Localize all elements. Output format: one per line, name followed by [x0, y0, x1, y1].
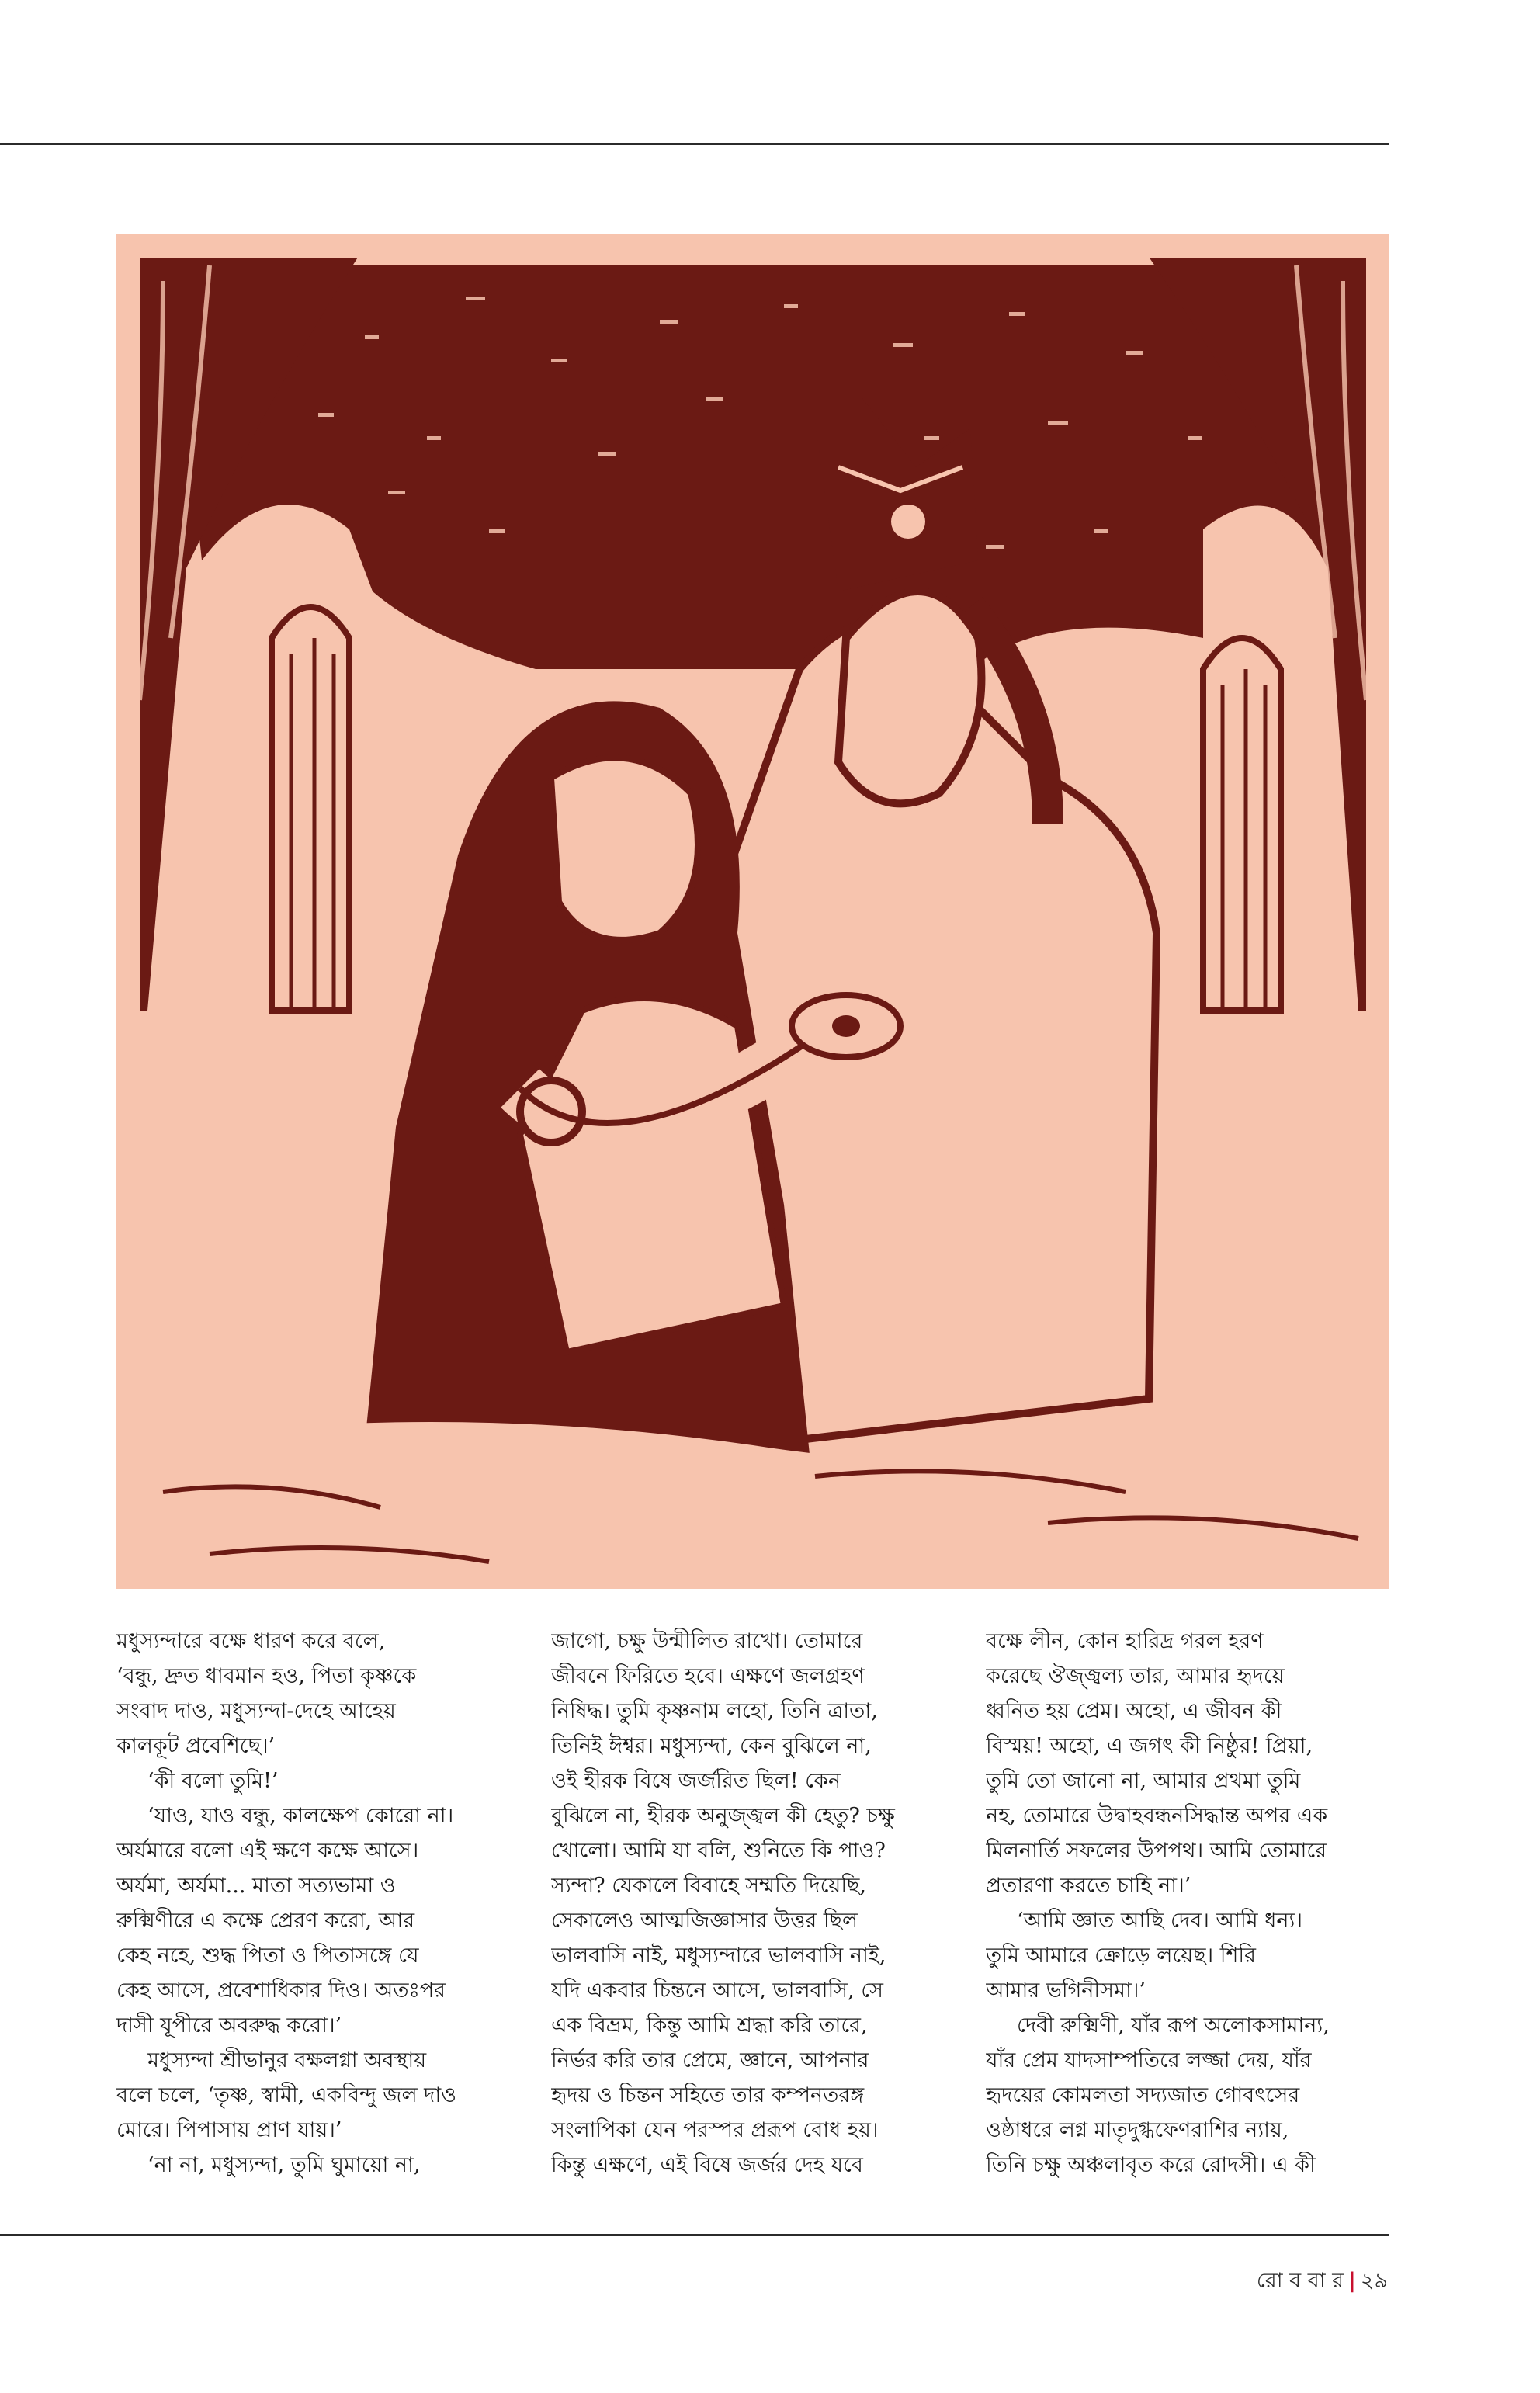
illustration-art	[116, 234, 1389, 1589]
text-line: ‘আমি জ্ঞাত আছি দেব। আমি ধন্য।	[1017, 1909, 1302, 1933]
text-line: হৃদয়ের কোমলতা সদ্যজাত গোবৎসের	[986, 2083, 1300, 2107]
text-line: স্যন্দা? যেকালে বিবাহে সম্মতি দিয়েছি,	[551, 1874, 867, 1898]
page-number: ২৯	[1360, 2269, 1388, 2293]
text-line: করেছে ঔজ্জ্বল্য তার, আমার হৃদয়ে	[986, 1664, 1285, 1688]
text-line: মধুস্যন্দা শ্রীভানুর বক্ষলগ্না অবস্থায়	[147, 2048, 427, 2072]
text-line: খোলো। আমি যা বলি, শুনিতে কি পাও?	[551, 1839, 886, 1863]
text-line: ওষ্ঠাধরে লগ্ন মাতৃদুগ্ধফেণরাশির ন্যায়,	[986, 2118, 1289, 2142]
text-line: ‘না না, মধুস্যন্দা, তুমি ঘুমায়ো না,	[147, 2153, 421, 2177]
text-line: নির্ভর করি তার প্রেমে, জ্ঞানে, আপনার	[551, 2048, 869, 2072]
magazine-name: রো ব বা র	[1256, 2269, 1344, 2293]
text-column-2	[551, 1624, 955, 2183]
text-line: বলে চলে, ‘তৃষ্ণ, স্বামী, একবিন্দু জল দাও	[116, 2083, 457, 2107]
illustration-couple-scene	[116, 234, 1389, 1589]
text-line: সংবাদ দাও, মধুস্যন্দা-দেহে আহেয়	[116, 1699, 396, 1723]
text-line: প্রতারণা করতে চাহি না।’	[986, 1874, 1191, 1898]
text-line: মধুস্যন্দারে বক্ষে ধারণ করে বলে,	[116, 1629, 386, 1653]
text-column-1	[116, 1624, 520, 2183]
text-line: আমার ভগিনীসমা।’	[986, 1979, 1146, 2003]
text-line: কালকূট প্রবেশিছে।’	[116, 1734, 276, 1758]
text-line: এক বিভ্রম, কিন্তু আমি শ্রদ্ধা করি তারে,	[551, 2013, 868, 2038]
text-line: ওই হীরক বিষে জর্জরিত ছিল! কেন	[551, 1769, 841, 1793]
text-line: ভালবাসি নাই, মধুস্যন্দারে ভালবাসি নাই,	[551, 1944, 886, 1968]
text-line: বিস্ময়! অহো, এ জগৎ কী নিষ্ঠুর! প্রিয়া,	[986, 1734, 1313, 1758]
text-line: যাঁর প্রেম যাদসাম্পতিরে লজ্জা দেয়, যাঁর	[986, 2048, 1312, 2072]
text-line: নহ, তোমারে উদ্বাহবন্ধনসিদ্ধান্ত অপর এক	[986, 1804, 1328, 1828]
text-column-3	[986, 1624, 1389, 2183]
text-line: দাসী যূপীরে অবরুদ্ধ করো।’	[116, 2013, 342, 2038]
text-line: মিলনার্তি সফলের উপপথ। আমি তোমারে	[986, 1839, 1327, 1863]
text-line: বক্ষে লীন, কোন হারিদ্র গরল হরণ	[986, 1629, 1264, 1653]
text-line: তুমি তো জানো না, আমার প্রথমা তুমি	[986, 1769, 1301, 1793]
page-footer	[1257, 2265, 1388, 2300]
text-line: তিনি চক্ষু অঞ্চলাবৃত করে রোদসী। এ কী	[986, 2153, 1316, 2177]
text-line: জীবনে ফিরিতে হবে। এক্ষণে জলগ্রহণ	[551, 1664, 865, 1688]
text-line: ধ্বনিত হয় প্রেম। অহো, এ জীবন কী	[986, 1699, 1282, 1723]
text-line: রুক্মিণীরে এ কক্ষে প্রেরণ করো, আর	[116, 1909, 415, 1933]
text-line: কিন্তু এক্ষণে, এই বিষে জর্জর দেহ যবে	[551, 2153, 863, 2177]
text-line: কেহ নহে, শুদ্ধ পিতা ও পিতাসঙ্গে যে	[116, 1944, 419, 1968]
text-line: সংলাপিকা যেন পরস্পর প্ররূপ বোধ হয়।	[551, 2118, 879, 2142]
text-line: জাগো, চক্ষু উন্মীলিত রাখো। তোমারে	[551, 1629, 863, 1653]
text-line: মোরে। পিপাসায় প্রাণ যায়।’	[116, 2118, 342, 2142]
text-line: নিষিদ্ধ। তুমি কৃষ্ণনাম লহো, তিনি ত্রাতা,	[551, 1699, 878, 1723]
text-line: কেহ আসে, প্রবেশাধিকার দিও। অতঃপর	[116, 1979, 446, 2003]
text-line: তুমি আমারে ক্রোড়ে লয়েছ। শিরি	[986, 1944, 1256, 1968]
text-line: বুঝিলে না, হীরক অনুজ্জ্বল কী হেতু? চক্ষু	[551, 1804, 895, 1828]
text-line: সেকালেও আত্মজিজ্ঞাসার উত্তর ছিল	[551, 1909, 858, 1933]
text-line: ‘যাও, যাও বন্ধু, কালক্ষেপ কোরো না।	[147, 1804, 454, 1828]
top-rule	[0, 143, 1389, 145]
text-line: অর্যমারে বলো এই ক্ষণে কক্ষে আসে।	[116, 1839, 419, 1863]
text-line: ‘বন্ধু, দ্রুত ধাবমান হও, পিতা কৃষ্ণকে	[116, 1664, 417, 1688]
text-line: যদি একবার চিন্তনে আসে, ভালবাসি, সে	[551, 1979, 884, 2003]
text-line: অর্যমা, অর্যমা... মাতা সত্যভামা ও	[116, 1874, 396, 1898]
text-line: হৃদয় ও চিন্তন সহিতে তার কম্পনতরঙ্গ	[551, 2083, 865, 2107]
footer-separator: |	[1348, 2269, 1356, 2293]
text-line: ‘কী বলো তুমি!’	[147, 1769, 279, 1793]
bottom-rule	[0, 2234, 1389, 2236]
text-line: তিনিই ঈশ্বর। মধুস্যন্দা, কেন বুঝিলে না,	[551, 1734, 872, 1758]
text-line: দেবী রুক্মিণী, যাঁর রূপ অলোকসামান্য,	[1017, 2013, 1330, 2038]
